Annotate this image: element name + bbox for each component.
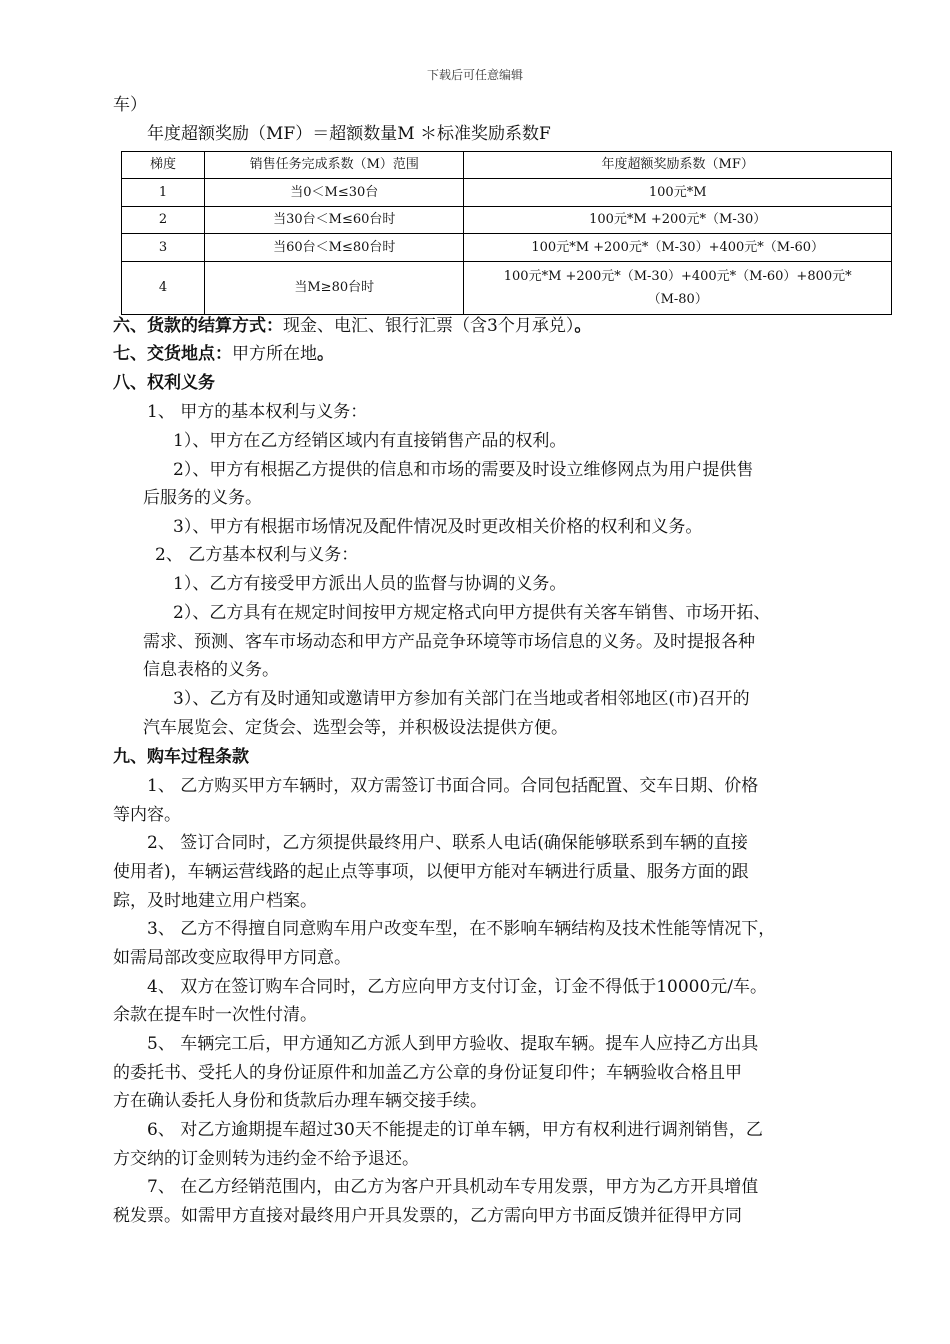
paragraph: 6、 对乙方逾期提车超过30天不能提走的订单车辆，甲方有权利进行调剂销售，乙 — [147, 1120, 763, 1140]
table-row — [122, 234, 892, 262]
paragraph: 2、 乙方基本权利与义务： — [155, 545, 359, 565]
section-eight-title: 八、权利义务 — [113, 373, 215, 393]
paragraph: 余款在提车时一次性付清。 — [113, 1005, 317, 1025]
table-cell-line: 100元*M +200元*（M-30）+400元*（M-60）+800元* — [503, 269, 852, 284]
paragraph: 1）、甲方在乙方经销区域内有直接销售产品的权利。 — [173, 431, 567, 451]
paragraph: 等内容。 — [113, 805, 181, 825]
section-six-text: 现金、电汇、银行汇票（含3个月承兑） — [283, 316, 575, 336]
section-nine-title: 九、购车过程条款 — [113, 747, 249, 767]
section-seven — [113, 344, 334, 364]
section-six-heading: 六、货款的结算方式： — [113, 316, 283, 336]
paragraph: 信息表格的义务。 — [143, 660, 279, 680]
table-header-cell: 年度超额奖励系数（MF） — [464, 152, 892, 179]
paragraph: 2）、乙方具有在规定时间按甲方规定格式向甲方提供有关客车销售、市场开拓、 — [173, 603, 771, 623]
table-row — [122, 179, 892, 207]
bonus-table — [121, 151, 892, 315]
table-header-cell: 销售任务完成系数（M）范围 — [205, 152, 464, 179]
table-cell: 当0＜M≤30台 — [205, 179, 464, 207]
section-six — [113, 316, 591, 336]
paragraph: 踪，及时地建立用户档案。 — [113, 891, 317, 911]
table-cell: 2 — [122, 207, 205, 234]
table-cell: 100元*M — [464, 179, 892, 207]
paragraph: 4、 双方在签订购车合同时，乙方应向甲方支付订金，订金不得低于10000元/车。 — [147, 977, 768, 997]
paragraph: 如需局部改变应取得甲方同意。 — [113, 948, 351, 968]
table-cell: 3 — [122, 234, 205, 262]
paragraph: 后服务的义务。 — [143, 488, 262, 508]
table-cell-line: （M-80） — [647, 292, 708, 307]
section-seven-text: 甲方所在地 — [232, 344, 317, 364]
paragraph: 2）、甲方有根据乙方提供的信息和市场的需要及时设立维修网点为用户提供售 — [173, 460, 754, 480]
paragraph: 7、 在乙方经销范围内，由乙方为客户开具机动车专用发票，甲方为乙方开具增值 — [147, 1177, 759, 1197]
paragraph: 2、 签订合同时，乙方须提供最终用户、联系人电话(确保能够联系到车辆的直接 — [147, 833, 748, 853]
table-header-cell: 梯度 — [122, 152, 205, 179]
paragraph: 需求、预测、客车市场动态和甲方产品竞争环境等市场信息的义务。及时提报各种 — [143, 632, 755, 652]
table-cell: 当M≥80台时 — [205, 262, 464, 315]
table-header-row — [122, 152, 892, 179]
section-seven-heading: 七、交货地点： — [113, 344, 232, 364]
paragraph: 方在确认委托人身份和货款后办理车辆交接手续。 — [113, 1091, 487, 1111]
paragraph: 方交纳的订金则转为违约金不给予退还。 — [113, 1149, 419, 1169]
table-row — [122, 262, 892, 315]
table-cell — [464, 262, 892, 315]
paragraph: 的委托书、受托人的身份证原件和加盖乙方公章的身份证复印件；车辆验收合格且甲 — [113, 1063, 742, 1083]
table-cell: 4 — [122, 262, 205, 315]
section-seven-end: 。 — [317, 344, 334, 364]
page-header: 下载后可任意编辑 — [426, 68, 523, 82]
paragraph: 汽车展览会、定货会、选型会等，并积极设法提供方便。 — [143, 718, 568, 738]
paragraph: 1、 甲方的基本权利与义务： — [147, 402, 368, 422]
table-cell: 100元*M +200元*（M-30） — [464, 207, 892, 234]
formula-text: 年度超额奖励（MF）＝超额数量M ＊标准奖励系数F — [147, 124, 551, 144]
table-cell: 当30台＜M≤60台时 — [205, 207, 464, 234]
paragraph: 1、 乙方购买甲方车辆时，双方需签订书面合同。合同包括配置、交车日期、价格 — [147, 776, 759, 796]
table-cell: 100元*M +200元*（M-30）+400元*（M-60） — [464, 234, 892, 262]
paragraph: 3）、乙方有及时通知或邀请甲方参加有关部门在当地或者相邻地区(市)召开的 — [173, 689, 750, 709]
paragraph: 税发票。如需甲方直接对最终用户开具发票的，乙方需向甲方书面反馈并征得甲方同 — [113, 1206, 742, 1226]
table-cell: 当60台＜M≤80台时 — [205, 234, 464, 262]
section-six-end: 。 — [574, 316, 592, 336]
paragraph: 1）、乙方有接受甲方派出人员的监督与协调的义务。 — [173, 574, 567, 594]
table-row — [122, 207, 892, 234]
paragraph: 3、 乙方不得擅自同意购车用户改变车型，在不影响车辆结构及技术性能等情况下， — [147, 919, 776, 939]
table-cell: 1 — [122, 179, 205, 207]
paragraph: 3）、甲方有根据市场情况及配件情况及时更改相关价格的权利和义务。 — [173, 517, 703, 537]
paragraph: 5、 车辆完工后，甲方通知乙方派人到甲方验收、提取车辆。提车人应持乙方出具 — [147, 1034, 759, 1054]
paragraph: 使用者)，车辆运营线路的起止点等事项，以便甲方能对车辆进行质量、服务方面的跟 — [113, 862, 749, 882]
continuation-text: 车） — [113, 95, 147, 115]
